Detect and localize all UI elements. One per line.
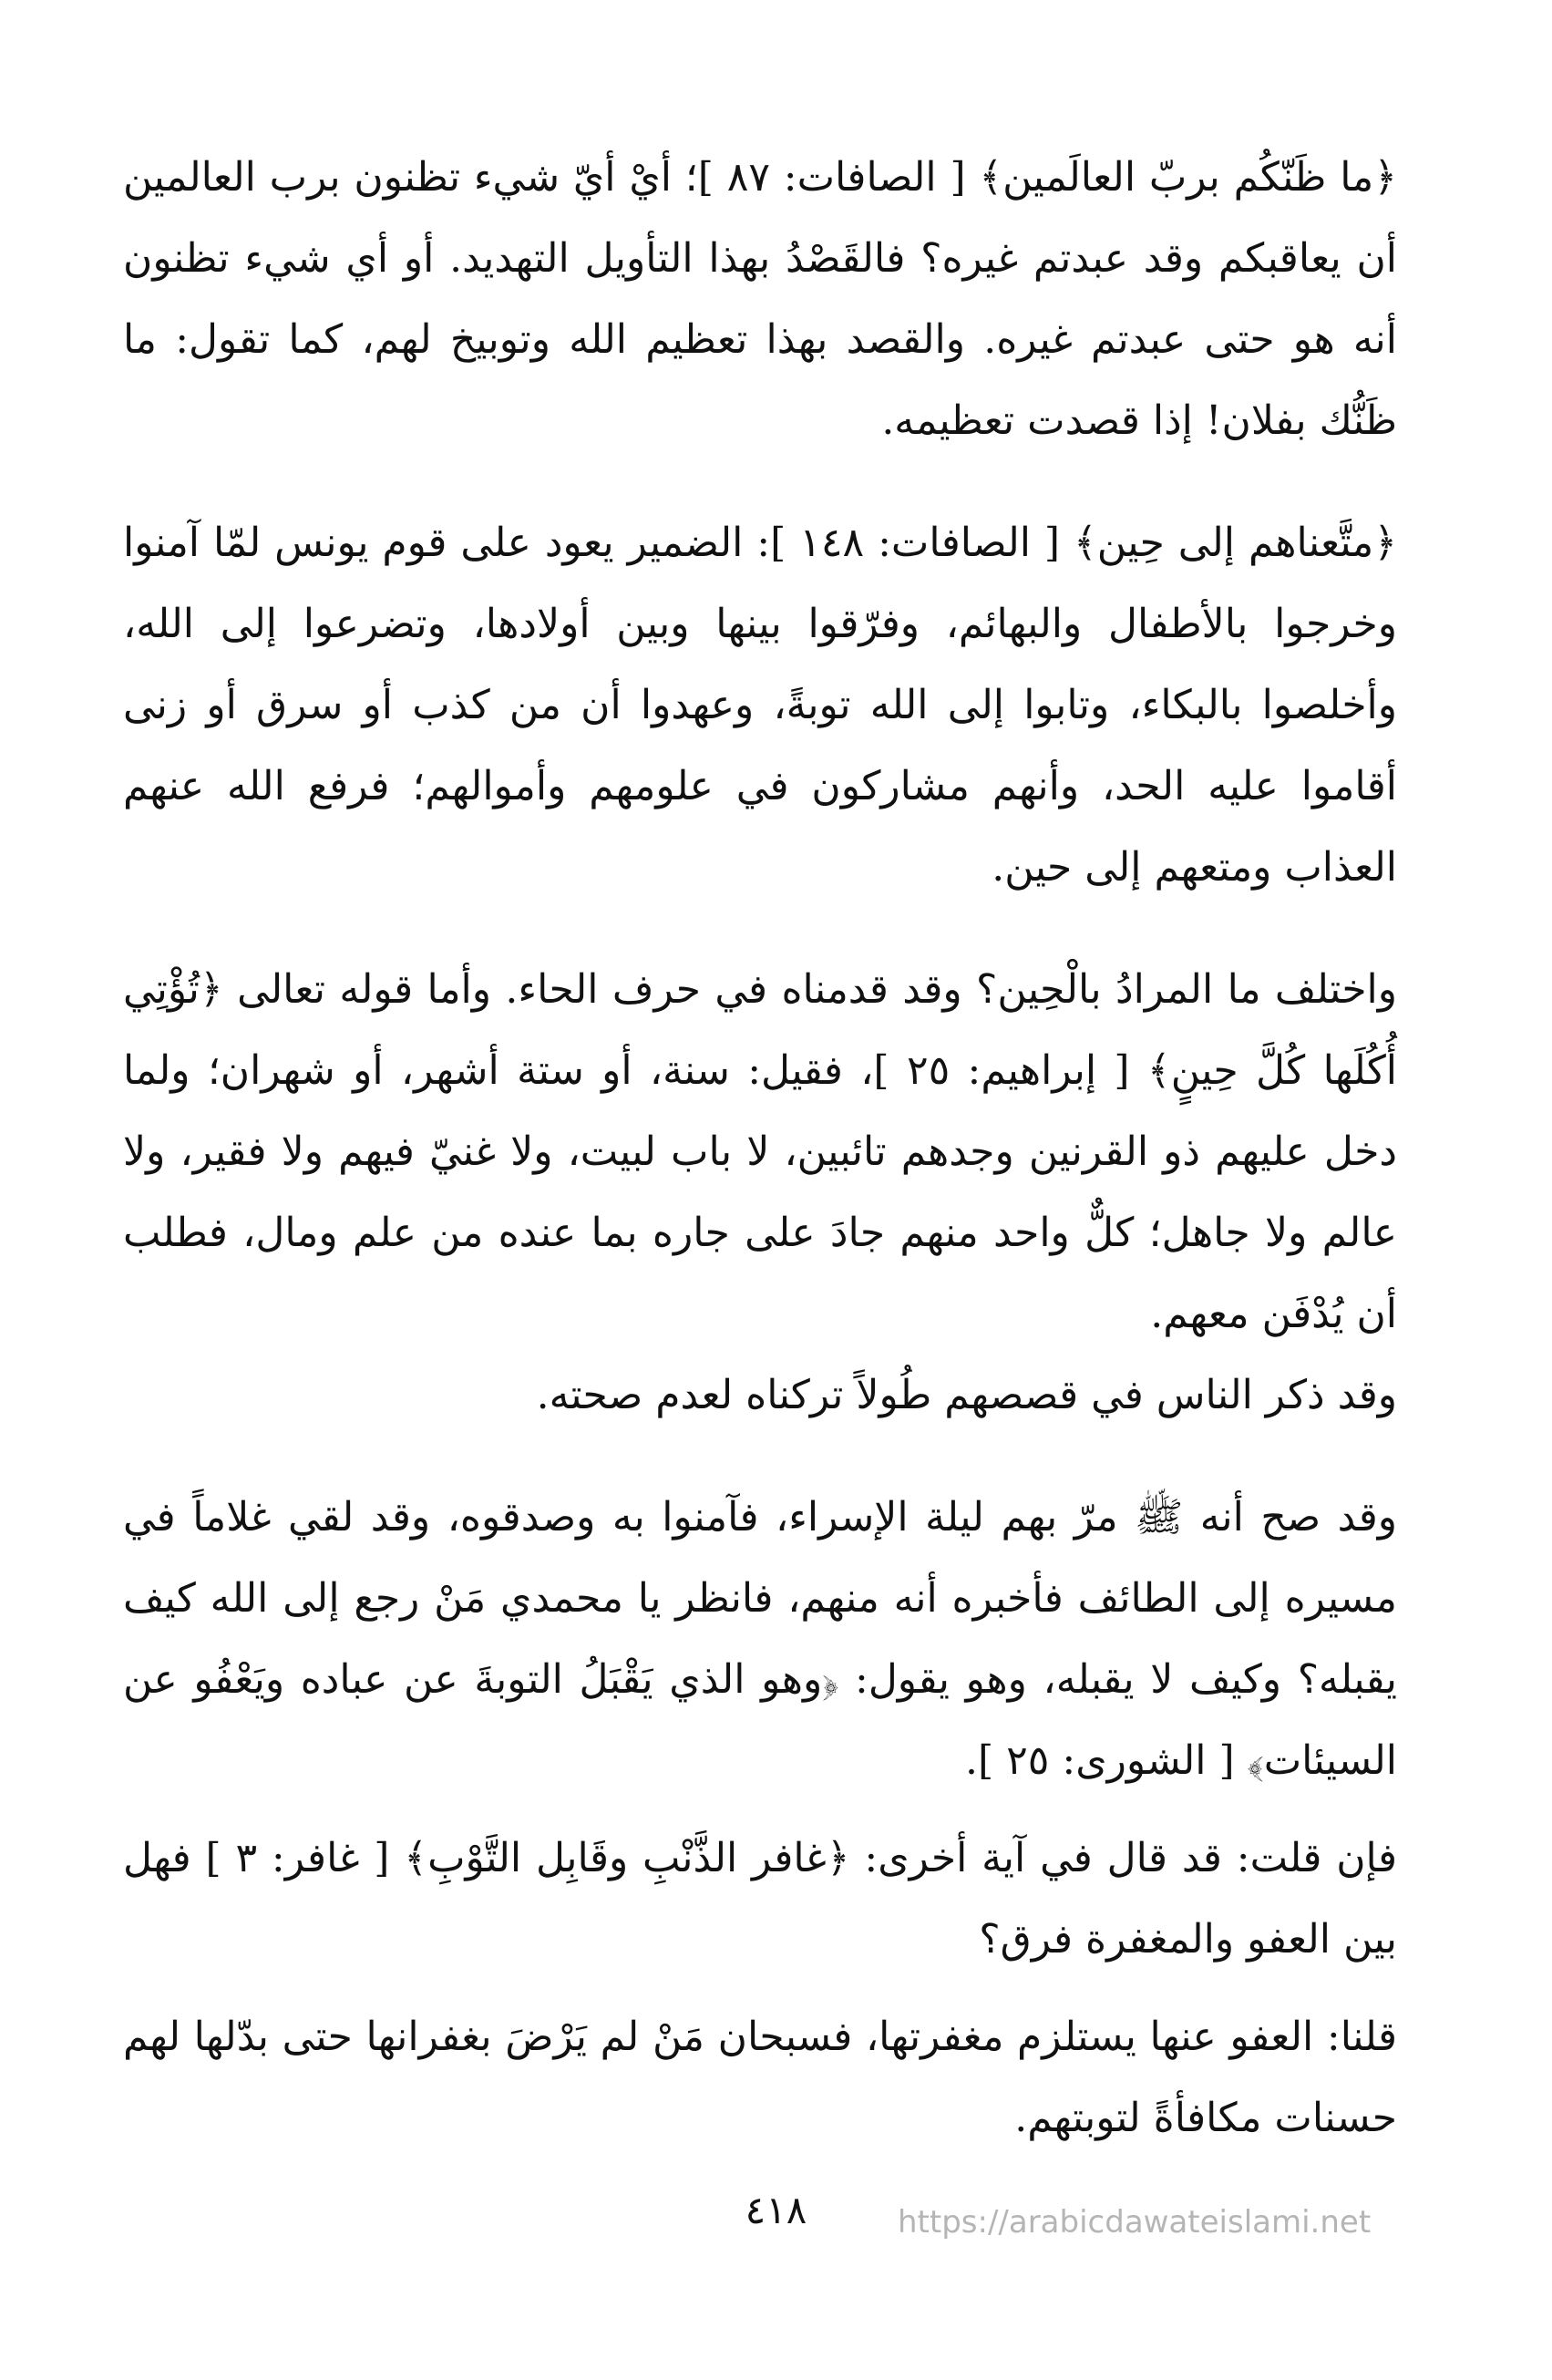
paragraph-2: ﴿متَّعناهم إلى حِين﴾ [ الصافات: ١٤٨ ]: الضمير يعود على قوم يونس لمّا آمنوا وخرجوا بالأطفال والبهائم، وفرّقوا بينها وبين أولادها، وتضرعوا إلى الله، وأخلصوا بالبكاء، وتابوا إلى الله توبةً، وعهدوا أن من كذب أو سرق أو زنى أقاموا عليه الحد، وأنهم مشاركون في علومهم وأموالهم؛ فرفع الله عنهم العذاب ومتعهم إلى حين. <box>123 520 1397 891</box>
watermark-url: https://arabicdawateislami.net <box>898 2204 1372 2241</box>
paragraph-4: وقد ذكر الناس في قصصهم طُولاً تركناه لعدم صحته. <box>536 1372 1397 1418</box>
body-text <box>123 137 1397 2158</box>
page-number: ٤١٨ <box>745 2188 807 2232</box>
paragraph-3: واختلف ما المرادُ بالْحِين؟ وقد قدمناه في حرف الحاء. وأما قوله تعالى ﴿تُؤْتِي أُكُلَها كُلَّ حِينٍ﴾ [ إبراهيم: ٢٥ ]، فقيل: سنة، أو ستة أشهر، أو شهران؛ ولما دخل عليهم ذو القرنين وجدهم تائبين، لا باب لبيت، ولا غنيّ فيهم ولا فقير، ولا عالم ولا جاهل؛ كلٌّ واحد منهم جادَ على جاره بما عنده من علم ومال، فطلب أن يُدْفَن معهم. <box>123 966 1398 1337</box>
paragraph-1: ﴿ما ظَنّكُم بربّ العالَمين﴾ [ الصافات: ٨٧ ]؛ أيْ أيّ شيء تظنون برب العالمين أن يعاقبكم وقد عبدتم غيره؟ فالقَصْدُ بهذا التأويل التهديد. أو أي شيء تظنون أنه هو حتى عبدتم غيره. والقصد بهذا تعظيم الله وتوبيخ لهم، كما تقول: ما ظَنُّك بفلان! إذا قصدت تعظيمه. <box>123 154 1397 444</box>
paragraph-6: فإن قلت: قد قال في آية أخرى: ﴿غافر الذَّنْبِ وقَابِل التَّوْبِ﴾ [ غافر: ٣ ] فهل بين العفو والمغفرة فرق؟ <box>123 1835 1397 1963</box>
paragraph-5: وقد صح أنه ﷺ مرّ بهم ليلة الإسراء، فآمنوا به وصدقوه، وقد لقي غلاماً في مسيره إلى الطائف فأخبره أنه منهم، فانظر يا محمدي مَنْ رجع إلى الله كيف يقبله؟ وكيف لا يقبله، وهو يقول: ﴿وهو الذي يَقْبَلُ التوبةَ عن عباده ويَعْفُو عن السيئات﴾ [ الشورى: ٢٥ ]. <box>123 1494 1397 1784</box>
paragraph-7: قلنا: العفو عنها يستلزم مغفرتها، فسبحان مَنْ لم يَرْضَ بغفرانها حتى بدّلها لهم حسنات مكافأةً لتوبتهم. <box>123 2014 1397 2141</box>
